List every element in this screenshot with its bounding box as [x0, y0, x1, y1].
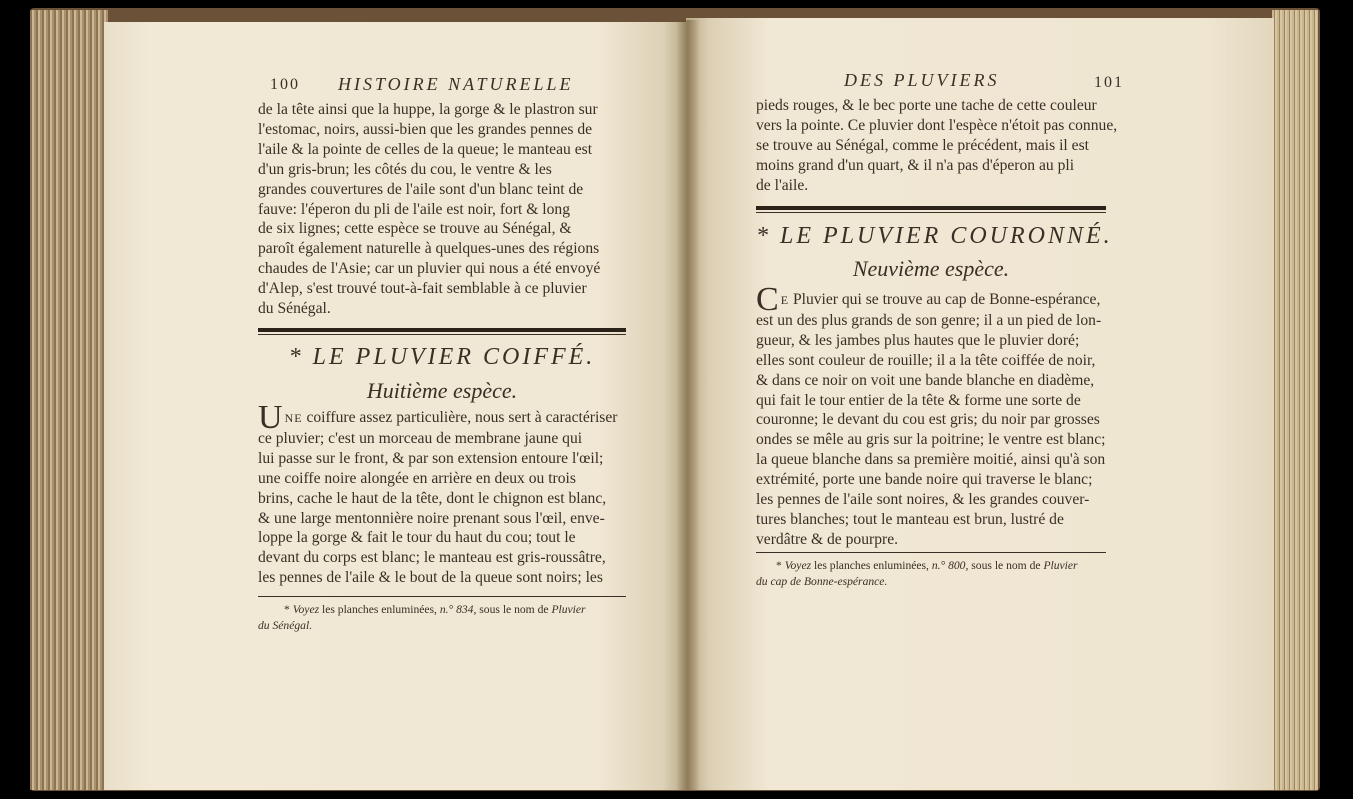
right-first-line-rest: Pluvier qui se trouve au cap de Bonne-espérance,: [792, 291, 1101, 308]
left-footnote-num: n.° 834,: [439, 603, 477, 616]
right-section-line: & dans ce noir on voit une bande blanche en diadème,: [756, 371, 1095, 389]
right-continuation-text: [756, 96, 1118, 196]
left-section-line: ce pluvier; c'est un morceau de membrane jaune qui: [258, 429, 583, 447]
right-first-line: [756, 281, 1106, 318]
left-text-line: d'un gris-brun; les côtés du cou, le ventre & les: [258, 160, 552, 178]
left-footnote-star: *: [284, 603, 290, 616]
left-text-line: de six lignes; cette espèce se trouve au Sénégal, &: [258, 220, 572, 238]
left-text-line: l'estomac, noirs, aussi-bien que les grandes pennes de: [258, 120, 593, 138]
right-section-line: la queue blanche dans sa première moitié, ainsi qu'à son: [756, 451, 1106, 469]
left-page-number: 100: [270, 76, 300, 93]
left-section-rule: [258, 328, 626, 332]
right-footnote-star: *: [776, 559, 782, 572]
left-footnote-voyez: Voyez: [292, 603, 320, 616]
left-text-line: de la tête ainsi que la huppe, la gorge & le plastron sur: [258, 101, 598, 118]
left-dropcap: U: [258, 399, 283, 436]
right-footnote-name2: du cap de Bonne-espérance.: [756, 575, 888, 588]
right-page-number: 101: [1094, 74, 1124, 91]
right-section-rule: [756, 206, 1106, 210]
right-section-subtitle: Neuvième espèce.: [852, 256, 1010, 281]
left-text-line: paroît également naturelle à quelques-unes des régions: [258, 240, 600, 258]
left-text-line: fauve: l'éperon du pli de l'aile est noir, fort & long: [258, 200, 571, 218]
right-section-text: [756, 281, 1106, 550]
left-section-rule-thin: [258, 334, 626, 335]
left-section-line: & une large mentonnière noire prenant sous l'œil, enve-: [258, 509, 605, 527]
left-first-line-rest: coiffure assez particulière, nous sert à caractériser: [306, 409, 618, 426]
right-text-line: vers la pointe. Ce pluvier dont l'espèce n'étoit pas connue,: [756, 116, 1118, 134]
left-section-title: * LE PLUVIER COIFFÉ.: [288, 344, 596, 370]
right-footnote-name1: Pluvier: [1043, 559, 1078, 572]
left-footnote-name1: Pluvier: [551, 603, 586, 616]
left-text-line: grandes couvertures de l'aile sont d'un blanc teint de: [258, 180, 584, 198]
right-section-line: est un des plus grands de son genre; il a un pied de lon-: [756, 311, 1102, 329]
left-first-line: [258, 399, 626, 436]
left-section-line: brins, cache le haut de la tête, dont le chignon est blanc,: [258, 489, 607, 507]
right-section-line: gueur, & les jambes plus hautes que le pluvier doré;: [756, 331, 1080, 349]
left-text-line: l'aile & la pointe de celles de la queue; le manteau est: [258, 140, 593, 158]
left-footnote-rule: [258, 596, 626, 597]
left-section-subtitle: Huitième espèce.: [366, 378, 518, 403]
left-smallcaps: NE: [284, 411, 303, 425]
right-footnote-rule: [756, 552, 1106, 553]
right-section-line: elles sont couleur de rouille; il a la tête coiffée de noir,: [756, 351, 1096, 369]
left-running-head-text: HISTOIRE NATURELLE: [338, 74, 574, 94]
right-footnote: [756, 558, 1106, 590]
right-footnote-voyez: Voyez: [784, 559, 812, 572]
right-footnote-num: n.° 800,: [931, 559, 969, 572]
page-edges-left: [30, 10, 108, 790]
left-footnote: [258, 602, 626, 634]
left-footnote-text: les planches enluminées,: [322, 603, 437, 616]
left-section-line: lui passe sur le front, & par son extension entoure l'œil;: [258, 449, 604, 467]
left-text-line: chaudes de l'Asie; car un pluvier qui nous a été envoyé: [258, 260, 601, 278]
right-footnote-text2: sous le nom de: [971, 559, 1041, 572]
right-section-line: extrémité, porte une bande noire qui traverse le blanc;: [756, 471, 1093, 489]
right-section-line: tures blanches; tout le manteau est brun, lustré de: [756, 510, 1064, 528]
page-edges-right: [1272, 10, 1318, 790]
right-section-line: qui fait le tour entier de la tête & forme une sorte de: [756, 391, 1081, 409]
right-section-line: les pennes de l'aile sont noires, & les grandes couver-: [756, 491, 1090, 509]
left-footnote-text2: sous le nom de: [479, 603, 549, 616]
left-footnote-name2: du Sénégal.: [258, 619, 313, 632]
left-section-line: devant du corps est blanc; le manteau est gris-roussâtre,: [258, 549, 606, 567]
right-running-head: [844, 70, 999, 91]
right-section-rule-thin: [756, 212, 1106, 213]
left-running-head: [338, 74, 574, 95]
right-text-line: moins grand d'un quart, & il n'a pas d'éperon au pli: [756, 156, 1075, 174]
left-continuation-text: [258, 100, 626, 319]
left-section-line: une coiffe noire alongée en arrière en deux ou trois: [258, 469, 576, 487]
left-section-line: loppe la gorge & fait le tour du haut du cou; tout le: [258, 529, 576, 547]
right-section-title: * LE PLUVIER COURONNÉ.: [756, 223, 1113, 249]
right-footnote-text: les planches enluminées,: [814, 559, 929, 572]
right-section-line: ondes se mêle au gris sur la poitrine; le ventre est blanc;: [756, 431, 1106, 449]
right-dropcap: C: [756, 281, 779, 318]
right-smallcaps: E: [780, 293, 790, 307]
left-section-line: les pennes de l'aile & le bout de la queue sont noirs; les: [258, 569, 603, 587]
right-text-line: de l'aile.: [756, 176, 809, 194]
left-text-line: du Sénégal.: [258, 300, 331, 318]
right-section-line: couronne; le devant du cou est gris; du noir par grosses: [756, 411, 1100, 429]
right-text-line: se trouve au Sénégal, comme le précédent, mais il est: [756, 136, 1089, 154]
left-text-line: d'Alep, s'est trouvé tout-à-fait semblable à ce pluvier: [258, 280, 587, 298]
right-text-line: pieds rouges, & le bec porte une tache de cette couleur: [756, 97, 1097, 114]
left-section-text: [258, 399, 626, 588]
right-running-head-text: DES PLUVIERS: [844, 70, 1000, 90]
right-section-line: verdâtre & de pourpre.: [756, 530, 899, 548]
book-gutter: [676, 20, 700, 790]
